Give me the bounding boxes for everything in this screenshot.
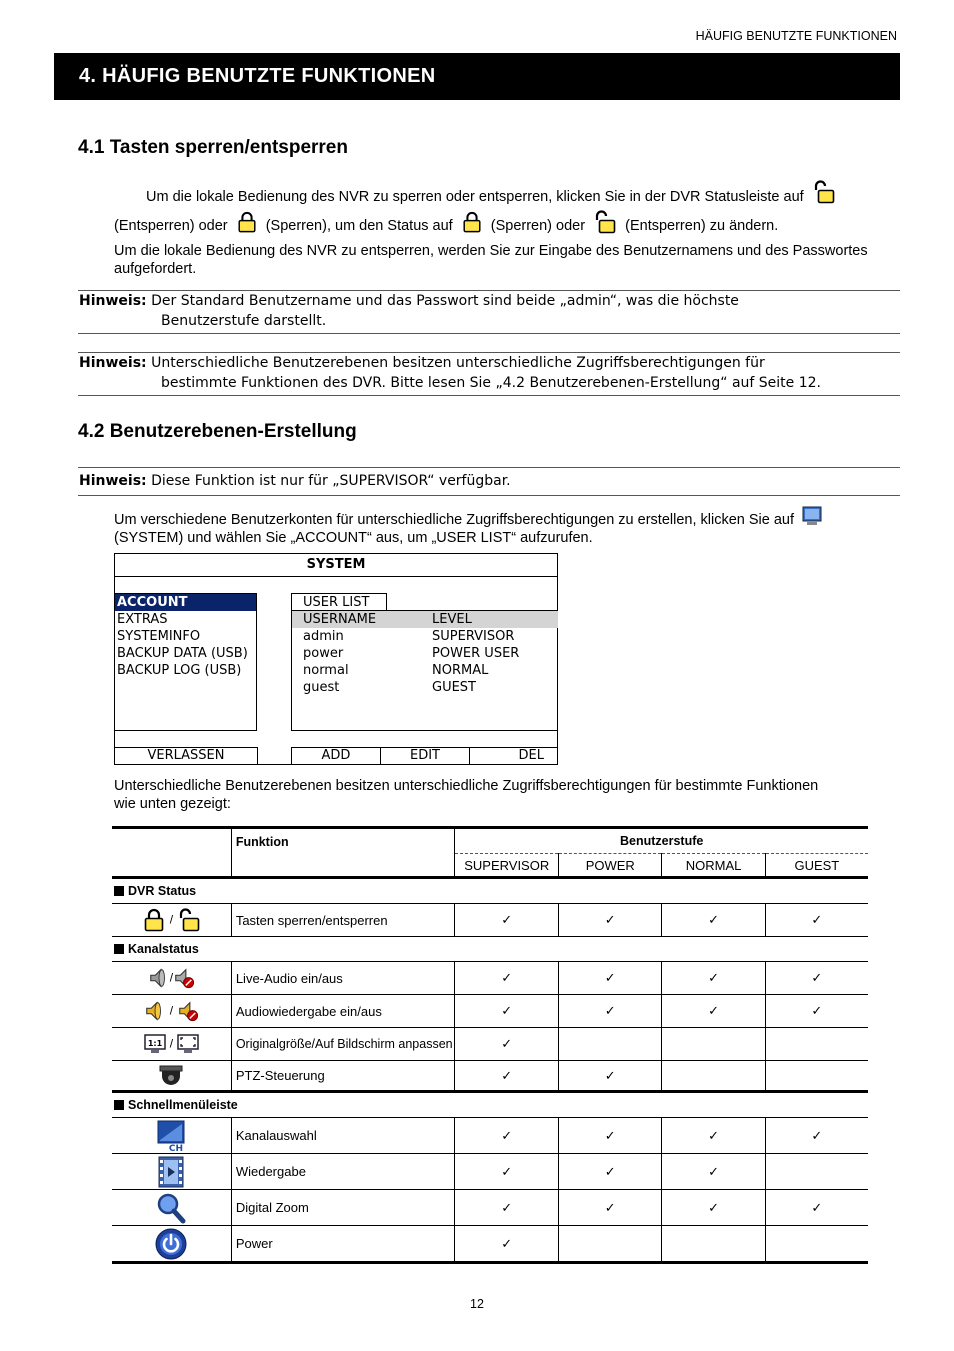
check-icon: ✓ [455, 1190, 559, 1226]
channel-icon-cell [112, 1118, 231, 1154]
tab-user-list[interactable]: USER LIST [291, 593, 387, 610]
note-label: Hinweis: [79, 355, 147, 371]
level-header-guest: GUEST [765, 854, 868, 878]
check-icon: ✓ [765, 1190, 868, 1226]
note-label: Hinweis: [79, 473, 147, 489]
playback-film-icon [158, 1156, 184, 1188]
check-icon: ✓ [765, 962, 868, 995]
exit-button[interactable]: VERLASSEN [115, 747, 258, 765]
speaker-mute-icon [173, 967, 195, 989]
speaker-icon [144, 1000, 166, 1022]
running-head: HÄUFIG BENUTZTE FUNKTIONEN [695, 29, 897, 43]
lock-closed-icon [236, 210, 258, 234]
empty-cell [662, 1226, 765, 1263]
function-label: Originalgröße/Auf Bildschirm anpassen [231, 1028, 455, 1061]
user-name: normal [303, 663, 349, 678]
section-channel-status [112, 937, 868, 962]
check-icon: ✓ [662, 1154, 765, 1190]
section1-para1-line1 [146, 180, 840, 206]
empty-cell [559, 1028, 662, 1061]
table-row[interactable] [292, 645, 558, 662]
check-icon: ✓ [455, 962, 559, 995]
section2-text-b: (SYSTEM) und wählen Sie „ACCOUNT“ aus, um „USER LIST“ aufzurufen. [114, 530, 593, 546]
separator: / [169, 970, 174, 985]
user-name: power [303, 646, 344, 661]
level-header-power: POWER [559, 854, 662, 878]
ptz-icon-cell [112, 1061, 231, 1092]
empty-cell [662, 1028, 765, 1061]
del-button[interactable]: DEL [469, 747, 558, 765]
section-label: DVR Status [128, 884, 197, 898]
table-row [112, 1154, 868, 1190]
table-row [112, 904, 868, 937]
empty-cell [662, 1061, 765, 1092]
empty-cell [765, 1061, 868, 1092]
header-user-level: Benutzerstufe [455, 828, 868, 854]
check-icon: ✓ [559, 995, 662, 1028]
page-number: 12 [470, 1297, 484, 1311]
column-level: LEVEL [432, 612, 472, 627]
check-icon: ✓ [662, 1190, 765, 1226]
section1-text-c: (Sperren), um den Status auf [265, 218, 453, 234]
level-header-supervisor: SUPERVISOR [455, 854, 559, 878]
check-icon: ✓ [765, 904, 868, 937]
speaker-gray-icon [148, 967, 170, 989]
check-icon: ✓ [455, 904, 559, 937]
table-row [112, 962, 868, 995]
empty-cell [765, 1226, 868, 1263]
table-row [112, 995, 868, 1028]
ptz-camera-icon [159, 1065, 183, 1087]
note-label: Hinweis: [79, 293, 147, 309]
user-list-header [292, 611, 558, 628]
check-icon: ✓ [662, 1118, 765, 1154]
note-text: Diese Funktion ist nur für „SUPERVISOR“ verfügbar. [151, 473, 511, 489]
check-icon: ✓ [559, 1190, 662, 1226]
chapter-title: 4. HÄUFIG BENUTZTE FUNKTIONEN [54, 53, 900, 100]
playback-icon-cell [112, 1154, 231, 1190]
table-row [112, 1226, 868, 1263]
menu-item-backup-log[interactable]: BACKUP LOG (USB) [117, 663, 242, 678]
speaker-mute-icon [177, 1000, 199, 1022]
check-icon: ✓ [455, 1061, 559, 1092]
lock-open-icon [812, 180, 836, 204]
square-bullet-icon [114, 886, 124, 896]
check-icon: ✓ [559, 962, 662, 995]
user-level: GUEST [432, 680, 476, 695]
system-title: SYSTEM [115, 554, 557, 577]
add-button[interactable]: ADD [291, 747, 381, 765]
lock-icons [112, 904, 231, 937]
separator: / [169, 1036, 174, 1051]
check-icon: ✓ [662, 904, 765, 937]
section1-text-b: (Entsperren) oder [114, 218, 228, 234]
function-label: Wiedergabe [231, 1154, 455, 1190]
function-label: Digital Zoom [231, 1190, 455, 1226]
system-icon [802, 506, 822, 526]
square-bullet-icon [114, 944, 124, 954]
section-title-4-2: 4.2 Benutzerebenen-Erstellung [78, 421, 357, 442]
section-dvr-status [112, 878, 868, 904]
check-icon: ✓ [455, 1028, 559, 1061]
blank-header [112, 828, 231, 878]
empty-cell [559, 1226, 662, 1263]
check-icon: ✓ [662, 962, 765, 995]
empty-cell [765, 1154, 868, 1190]
playback-audio-icons [112, 995, 231, 1028]
column-username: USERNAME [303, 612, 377, 627]
note-default-credentials [78, 290, 900, 334]
lock-open-icon [593, 210, 617, 234]
note-user-levels [78, 352, 900, 396]
fit-screen-icon [177, 1034, 199, 1054]
check-icon: ✓ [559, 1154, 662, 1190]
section2-text-a: Um verschiedene Benutzerkonten für unterschiedliche Zugriffsberechtigungen zu erstellen, klicken Sie auf [114, 512, 794, 528]
note-text: Benutzerstufe darstellt. [161, 313, 327, 329]
table-row [112, 1190, 868, 1226]
original-size-icon [144, 1034, 166, 1054]
section1-text-a: Um die lokale Bedienung des NVR zu sperren oder entsperren, klicken Sie in der DVR Statusleiste auf [146, 189, 804, 205]
magnifier-icon [156, 1192, 186, 1224]
function-label: Live-Audio ein/aus [231, 962, 455, 995]
table-row[interactable] [292, 679, 558, 696]
system-menu [115, 593, 257, 731]
function-label: Power [231, 1226, 455, 1263]
section-label: Schnellmenüleiste [128, 1098, 238, 1112]
icon-label: 1:1 [147, 1039, 163, 1048]
check-icon: ✓ [559, 904, 662, 937]
check-icon: ✓ [662, 995, 765, 1028]
menu-item-extras[interactable]: EXTRAS [117, 612, 168, 627]
section1-para2: Um die lokale Bedienung des NVR zu entsperren, werden Sie zur Eingabe des Benutzernamens und des Passwortes aufgefordert. [114, 243, 868, 277]
user-name: admin [303, 629, 344, 644]
user-level: SUPERVISOR [432, 629, 515, 644]
user-name: guest [303, 680, 340, 695]
power-icon [155, 1228, 187, 1260]
function-label: Tasten sperren/entsperren [231, 904, 455, 937]
check-icon: ✓ [455, 1226, 559, 1263]
section2-para2 [114, 777, 904, 813]
size-icons [112, 1028, 231, 1061]
menu-item-systeminfo[interactable]: SYSTEMINFO [117, 629, 201, 644]
check-icon: ✓ [765, 995, 868, 1028]
header-function: Funktion [231, 828, 455, 878]
separator: / [169, 912, 174, 927]
user-level: NORMAL [432, 663, 489, 678]
function-label: Kanalauswahl [231, 1118, 455, 1154]
note-supervisor-only [78, 467, 900, 496]
check-icon: ✓ [455, 1118, 559, 1154]
table-row [112, 1118, 868, 1154]
section2-text-c: Unterschiedliche Benutzerebenen besitzen unterschiedliche Zugriffsberechtigungen für bestimmte Funktionen [114, 778, 819, 794]
system-screen [114, 553, 558, 765]
square-bullet-icon [114, 1100, 124, 1110]
check-icon: ✓ [559, 1118, 662, 1154]
table-row[interactable] [292, 662, 558, 679]
channel-select-icon [156, 1120, 186, 1152]
lock-closed-icon [461, 210, 483, 234]
note-text: Der Standard Benutzername und das Passwort sind beide „admin“, was die höchste [151, 293, 739, 309]
level-header-normal: NORMAL [662, 854, 765, 878]
section1-para1-line2 [114, 210, 778, 235]
section1-text-d: (Sperren) oder [490, 218, 586, 234]
lock-open-icon [177, 908, 201, 932]
table-row [112, 1028, 868, 1061]
check-icon: ✓ [455, 995, 559, 1028]
lock-closed-icon [142, 908, 166, 932]
section-title-4-1: 4.1 Tasten sperren/entsperren [78, 137, 348, 158]
section2-text-d: wie unten gezeigt: [114, 796, 231, 812]
section2-para1 [114, 506, 904, 547]
permission-table [112, 826, 868, 1264]
check-icon: ✓ [559, 1061, 662, 1092]
power-icon-cell [112, 1226, 231, 1263]
menu-item-account[interactable]: ACCOUNT [115, 594, 256, 611]
icon-label: CH [169, 1143, 184, 1152]
section1-text-e: (Entsperren) zu ändern. [625, 218, 779, 234]
check-icon: ✓ [455, 1154, 559, 1190]
function-label: PTZ-Steuerung [231, 1061, 455, 1092]
menu-item-backup-data[interactable]: BACKUP DATA (USB) [117, 646, 248, 661]
live-audio-icons [112, 962, 231, 995]
empty-cell [765, 1028, 868, 1061]
table-row[interactable] [292, 628, 558, 645]
note-text: bestimmte Funktionen des DVR. Bitte lesen Sie „4.2 Benutzerebenen-Erstellung“ auf Seite 12. [161, 375, 821, 391]
check-icon: ✓ [765, 1118, 868, 1154]
function-label: Audiowiedergabe ein/aus [231, 995, 455, 1028]
edit-button[interactable]: EDIT [380, 747, 470, 765]
zoom-icon-cell [112, 1190, 231, 1226]
section-quick-menu [112, 1092, 868, 1118]
separator: / [169, 1003, 174, 1018]
user-level: POWER USER [432, 646, 520, 661]
user-list-pane [291, 610, 558, 731]
note-text: Unterschiedliche Benutzerebenen besitzen unterschiedliche Zugriffsberechtigungen für [151, 355, 765, 371]
table-row [112, 1061, 868, 1092]
section-label: Kanalstatus [128, 942, 199, 956]
